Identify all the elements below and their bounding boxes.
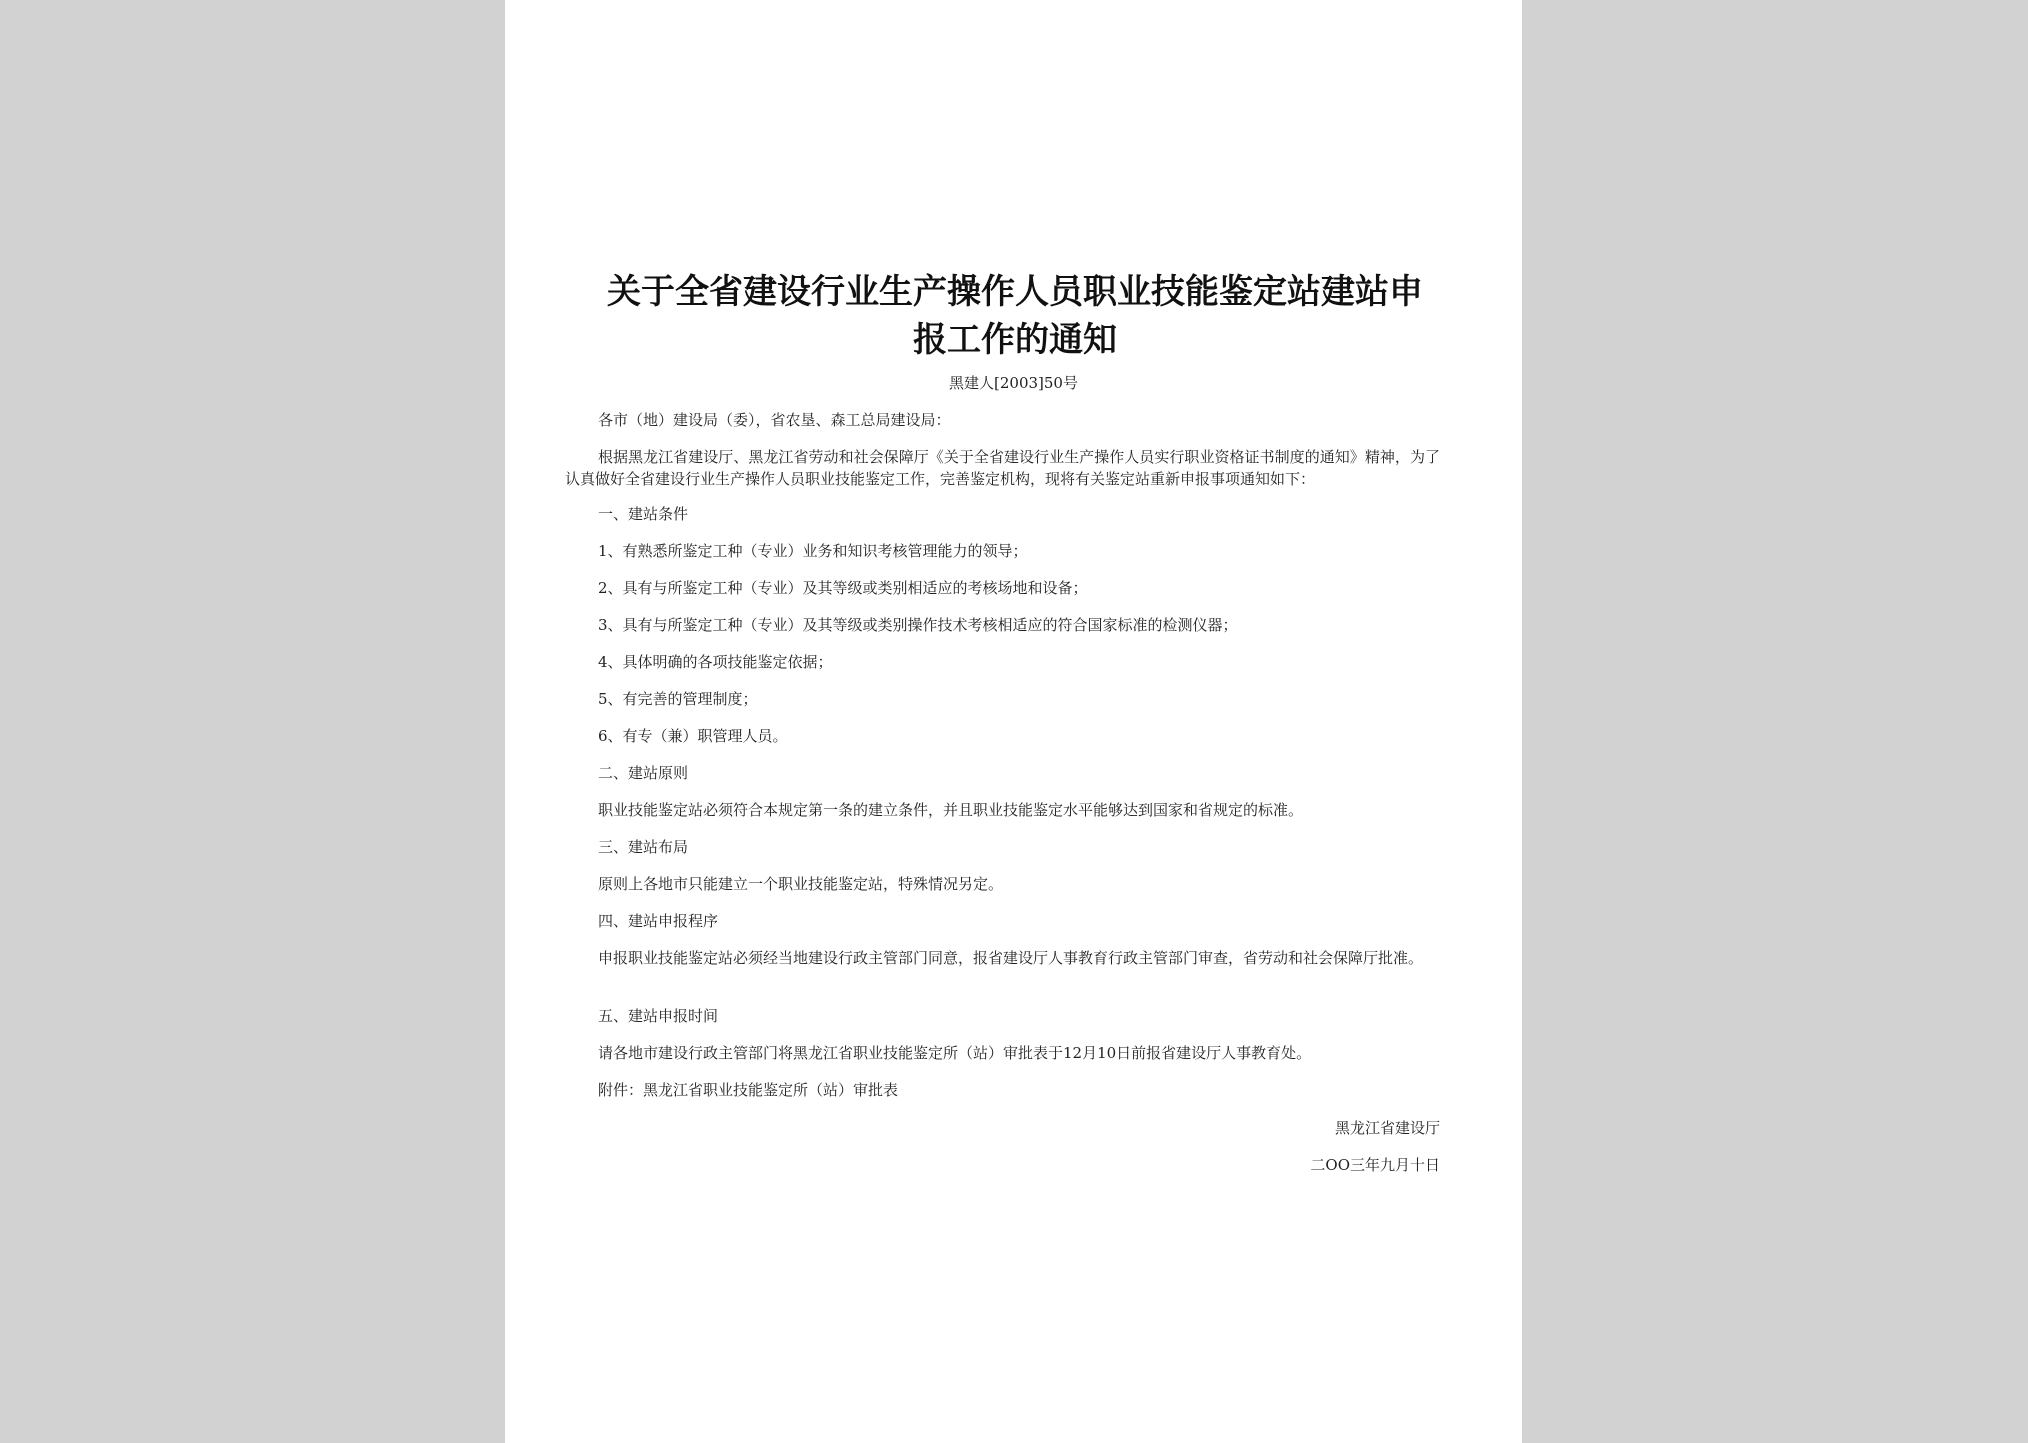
section-4-text: 申报职业技能鉴定站必须经当地建设行政主管部门同意，报省建设厅人事教育行政主管部门审查，省劳动和社会保障厅批准。	[598, 949, 1424, 967]
section-3-text: 原则上各地市只能建立一个职业技能鉴定站，特殊情况另定。	[598, 875, 1004, 893]
condition-item: 4、具体明确的各项技能鉴定依据；	[598, 653, 833, 671]
title-line-1: 关于全省建设行业生产操作人员职业技能鉴定站建站申	[607, 272, 1423, 312]
intro-paragraph: 根据黑龙江省建设厅、黑龙江省劳动和社会保障厅《关于全省建设行业生产操作人员实行职业资格证书制度的通知》精神，为了认真做好全省建设行业生产操作人员职业技能鉴定工作，完善鉴定机构，现将有关鉴定站重新申报事项通知如下：	[565, 448, 1440, 488]
condition-item: 5、有完善的管理制度；	[598, 690, 758, 708]
issuer: 黑龙江省建设厅	[1334, 1119, 1440, 1137]
salutation: 各市（地）建设局（委），省农垦、森工总局建设局：	[598, 411, 951, 429]
condition-item: 3、具有与所鉴定工种（专业）及其等级或类别操作技术考核相适应的符合国家标准的检测仪器；	[598, 616, 1238, 634]
title-line-2: 报工作的通知	[913, 320, 1117, 360]
document-page	[505, 0, 1522, 1443]
section-5-heading: 五、建站申报时间	[598, 1007, 719, 1025]
condition-item: 1、有熟悉所鉴定工种（专业）业务和知识考核管理能力的领导；	[598, 542, 1028, 560]
condition-item: 2、具有与所鉴定工种（专业）及其等级或类别相适应的考核场地和设备；	[598, 579, 1088, 597]
section-2-heading: 二、建站原则	[598, 764, 689, 782]
section-5-text: 请各地市建设行政主管部门将黑龙江省职业技能鉴定所（站）审批表于12月10日前报省建设厅人事教育处。	[598, 1044, 1312, 1062]
document-number: 黑建人[2003]50号	[949, 374, 1078, 392]
condition-item: 6、有专（兼）职管理人员。	[598, 727, 788, 745]
document-title	[565, 268, 1465, 364]
section-3-heading: 三、建站布局	[598, 838, 689, 856]
attachment-note: 附件：黑龙江省职业技能鉴定所（站）审批表	[598, 1081, 899, 1099]
issue-date: 二OO三年九月十日	[1310, 1156, 1440, 1174]
section-4-heading: 四、建站申报程序	[598, 912, 719, 930]
section-1-heading: 一、建站条件	[598, 505, 689, 523]
section-2-text: 职业技能鉴定站必须符合本规定第一条的建立条件，并且职业技能鉴定水平能够达到国家和省规定的标准。	[598, 801, 1304, 819]
